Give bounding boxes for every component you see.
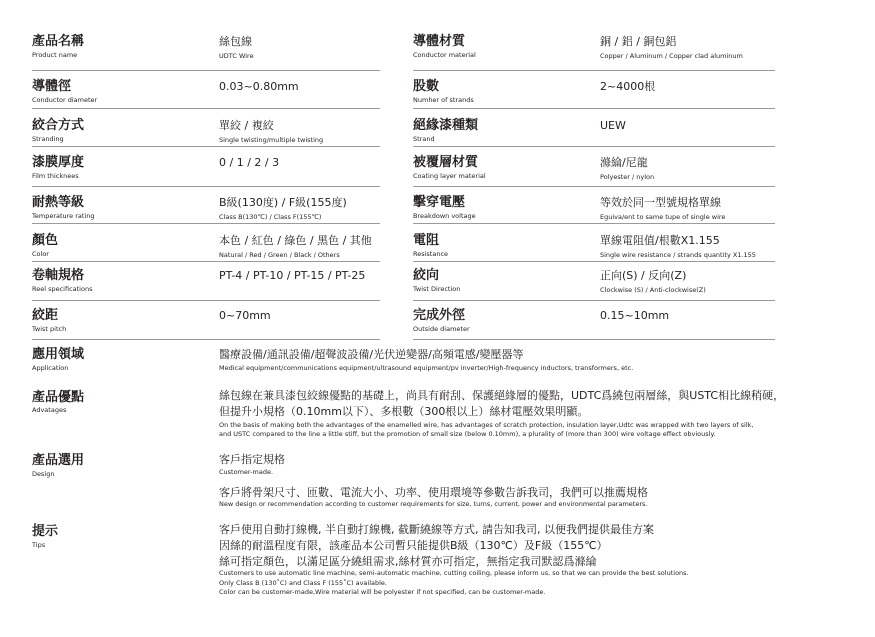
spec-label: 被覆層材質 <box>413 155 479 170</box>
design-text <box>219 453 648 508</box>
row-divider <box>413 70 775 71</box>
row-divider <box>413 108 775 109</box>
spec-value: PT-4 / PT-10 / PT-15 / PT-25 <box>219 269 366 282</box>
tips-line: Only Class B (130˚C) and Class F (155˚C) available. <box>219 578 387 587</box>
spec-label-en: Reel specifications <box>32 285 93 293</box>
tips-label: 提示 <box>32 524 59 539</box>
design-label-en: Design <box>32 470 55 478</box>
advantages-line: 但提升小規格（0.10mm以下）、多根數（300根以上）絲材電壓效果明顯。 <box>219 405 589 418</box>
spec-label: 卷軸規格 <box>32 268 85 283</box>
advantages-text <box>219 389 784 438</box>
spec-label-en: Breakdown voltage <box>413 212 476 220</box>
spec-label-en: Stranding <box>32 135 64 143</box>
spec-value: 絲包線 <box>219 35 252 48</box>
row-divider <box>413 146 775 147</box>
spec-label: 顏色 <box>32 233 59 248</box>
row-divider <box>32 300 380 301</box>
advantages-line: On the basis of making both the advantages of the enamelled wire, has advantages of scratch protection, insulation layer,Udtc was wrapped with two layers of silk, <box>219 421 754 429</box>
advantages-label: 產品優點 <box>32 390 85 405</box>
advantages-line: and USTC compared to the line a little stiff, but the promotion of small size (below 0.10mm), a plurality of (more than 300) wire voltage effect obviously. <box>219 429 716 438</box>
spec-label-en: Conductor diameter <box>32 96 98 104</box>
row-divider <box>32 261 380 262</box>
spec-value-en: Eguiva/ent to same tupe of single wire <box>600 213 726 221</box>
spec-label: 股數 <box>413 79 440 94</box>
spec-value-en: Single twisting/multiple twisting <box>219 136 324 144</box>
row-divider <box>413 339 775 340</box>
tips-line: 絲可指定顏色，以滿足區分繞組需求,絲材質亦可指定，無指定我司默認爲滌綸 <box>219 555 597 568</box>
spec-label: 耐熱等級 <box>32 195 85 210</box>
tips-text <box>219 523 689 597</box>
spec-value: 滌綸/尼龍 <box>600 156 648 169</box>
row-divider <box>413 300 775 301</box>
spec-value: 2~4000根 <box>600 80 656 93</box>
spec-value: 0 / 1 / 2 / 3 <box>219 156 280 169</box>
spec-label: 導體徑 <box>32 79 72 94</box>
row-divider <box>413 261 775 262</box>
spec-label: 絞合方式 <box>32 118 85 133</box>
spec-value: 0.03~0.80mm <box>219 80 299 93</box>
spec-label-en: Coating layer material <box>413 172 486 180</box>
application-label-en: Application <box>32 364 69 372</box>
spec-label-en: Twist Direction <box>413 285 461 293</box>
spec-value-en: Class B(130℃) / Class F(155℃) <box>219 213 322 221</box>
spec-value: 單線電阻值/根數X1.155 <box>600 234 720 247</box>
spec-value: 0~70mm <box>219 309 271 322</box>
row-divider <box>413 223 775 224</box>
spec-value: 單絞 / 複絞 <box>219 119 274 132</box>
spec-label: 漆膜厚度 <box>32 155 85 170</box>
spec-label: 絞距 <box>32 308 59 323</box>
spec-label: 絞向 <box>413 268 440 283</box>
application-value: 醫療設備/通訊設備/超聲波設備/光伏逆變器/高頻電感/變壓器等 <box>219 348 524 361</box>
tips-line: Color can be customer-made,Wire material will be polyester if not specified, can be customer-made. <box>219 588 546 596</box>
spec-label: 電阻 <box>413 233 440 248</box>
row-divider <box>32 339 380 340</box>
tips-line: 客戶使用自動打線機, 半自動打線機, 截斷繞線等方式, 請告知我司, 以便我們提供最佳方案 <box>219 523 654 536</box>
spec-label: 擊穿電壓 <box>413 195 466 210</box>
spec-value: 正向(S) / 反向(Z) <box>600 269 687 282</box>
row-divider <box>32 186 380 187</box>
row-divider <box>32 146 380 147</box>
tips-line: Customers to use automatic line machine, semi-automatic machine, cutting coiling, please inform us, so that we can provide the best solutions. <box>219 569 689 577</box>
spec-label: 產品名稱 <box>32 34 85 49</box>
spec-label: 完成外徑 <box>413 308 466 323</box>
spec-label: 導體材質 <box>413 34 466 49</box>
spec-value: 銅 / 鋁 / 銅包鋁 <box>600 35 677 48</box>
advantages-line: 絲包線在兼具漆包絞線優點的基礎上，尚具有耐刮、保護絕緣層的優點，UDTC爲繞包兩層絲，與USTC相比線稍硬， <box>219 389 785 402</box>
row-divider <box>413 186 775 187</box>
spec-value-en: UDTC Wire <box>219 52 254 60</box>
spec-value: 0.15~10mm <box>600 309 670 322</box>
spec-value: 等效於同一型號規格單線 <box>600 196 721 209</box>
spec-label: 絕緣漆種類 <box>413 118 479 133</box>
design-label: 產品選用 <box>32 453 85 468</box>
spec-value-en: Copper / Aluminum / Copper clad aluminum <box>600 52 743 60</box>
spec-label-en: Film thicknees <box>32 172 79 180</box>
spec-label-en: Outside diameter <box>413 325 470 333</box>
spec-label-en: Twist pitch <box>32 325 67 333</box>
row-divider <box>32 223 380 224</box>
spec-value-en: Single wire resistance / strands quantity X1.155 <box>600 251 756 259</box>
spec-value: UEW <box>600 119 626 132</box>
spec-label-en: Strand <box>413 135 435 143</box>
spec-label-en: Resistance <box>413 250 449 258</box>
spec-value-en: Polyester / nylon <box>600 173 655 181</box>
spec-label-en: Conductor material <box>413 51 476 59</box>
design-line: 客戶指定規格 <box>219 453 285 466</box>
design-line: New design or recommendation according to customer requirements for size, turns, current, power and environmental parameters. <box>219 499 648 508</box>
spec-label-en: Product name <box>32 51 78 59</box>
application-label: 應用領域 <box>32 347 85 362</box>
tips-line: 因絲的耐溫程度有限，該產品本公司暫只能提供B級（130℃）及F級（155℃） <box>219 539 608 552</box>
spec-label-en: Temperature rating <box>32 212 95 220</box>
spec-label-en: Numher of strands <box>413 96 474 104</box>
row-divider <box>32 70 380 71</box>
application-value-en: Medical equipment/communications equipment/ultrasound equipment/pv inverter/High-frequency inductors, transformers, etc. <box>219 364 634 372</box>
row-divider <box>32 108 380 109</box>
tips-label-en: Tips <box>32 541 46 549</box>
spec-value: 本色 / 紅色 / 綠色 / 黑色 / 其他 <box>219 234 372 247</box>
spec-value-en: Natural / Red / Green / Black / Others <box>219 251 340 259</box>
spec-value: B級(130度) / F級(155度) <box>219 196 347 209</box>
advantages-label-en: Advatages <box>32 406 67 414</box>
spec-label-en: Color <box>32 250 49 258</box>
design-line: Customer-made. <box>219 468 274 476</box>
spec-value-en: Clockwise (S) / Anti-clockwise(Z) <box>600 286 706 294</box>
design-line: 客戶將骨架尺寸、匝數、電流大小、功率、使用環境等參數告訴我司，我們可以推薦規格 <box>219 485 648 499</box>
